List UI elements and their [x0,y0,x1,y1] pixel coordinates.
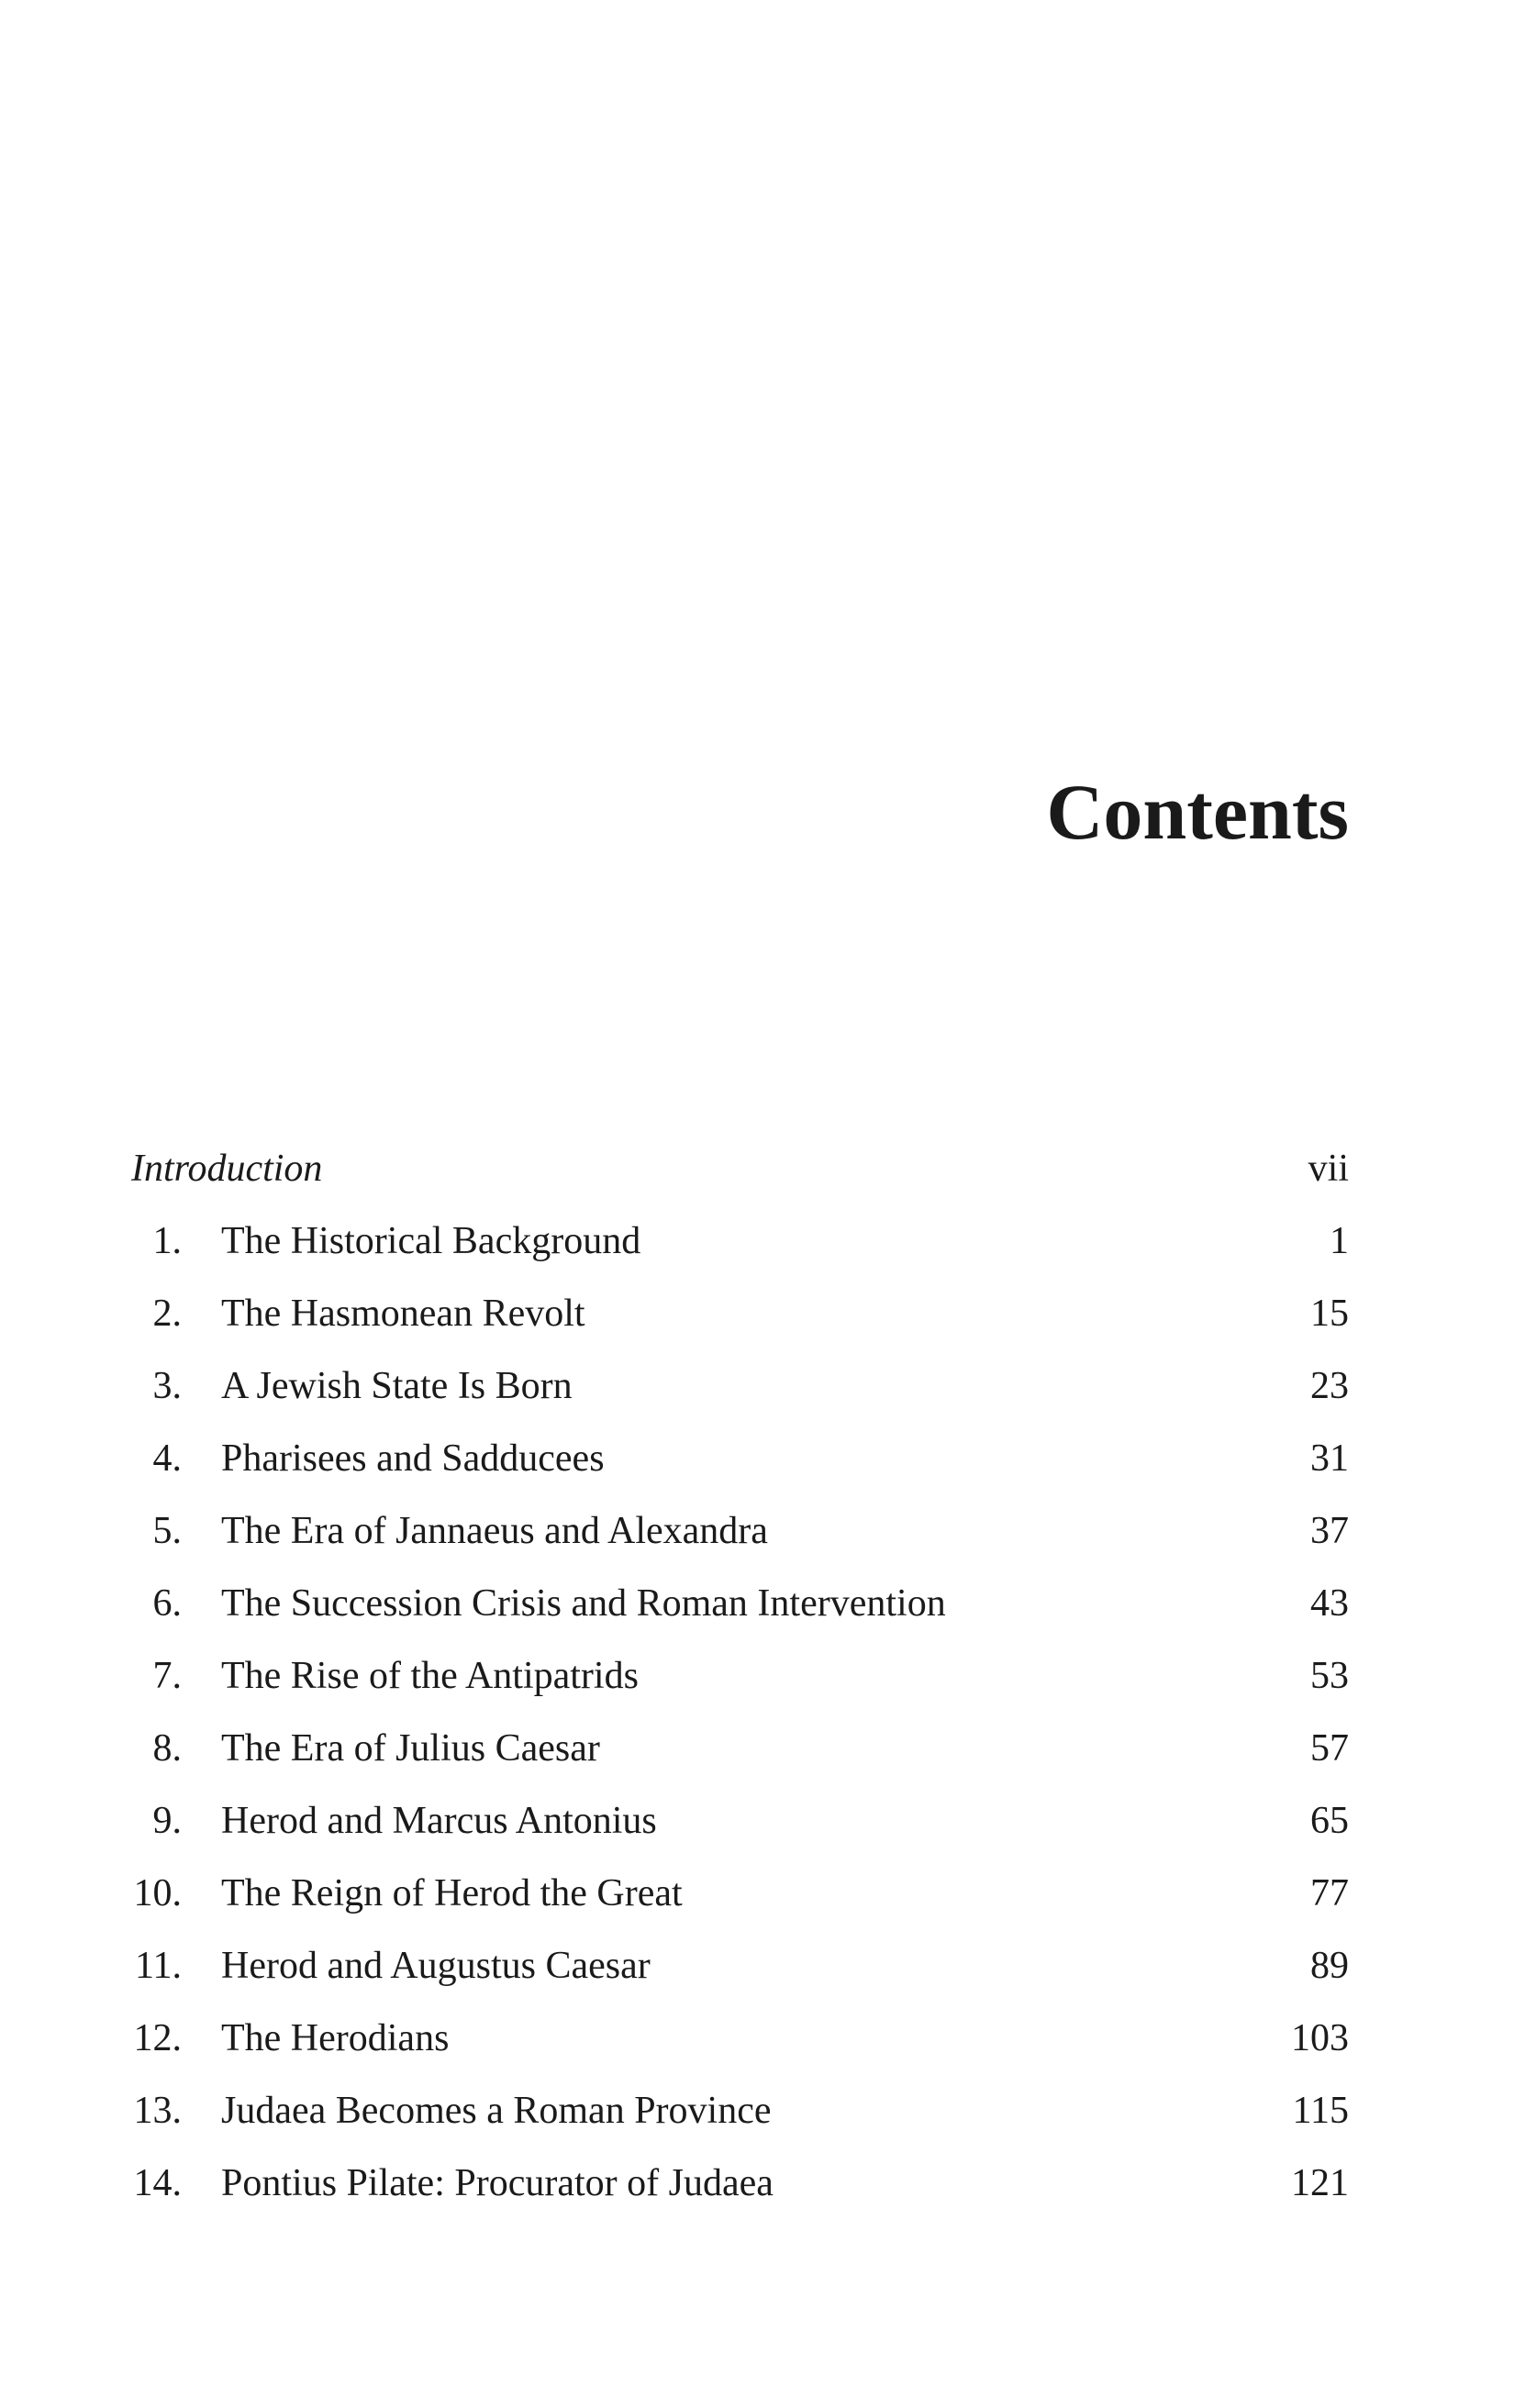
toc-entry-chapter-14[interactable] [131,2147,1349,2220]
toc-entry-chapter-2[interactable] [131,1278,1349,1350]
toc-entry-title: The Succession Crisis and Roman Intervention [221,1582,946,1625]
toc-entry-page: 57 [1310,1727,1349,1770]
toc-entry-chapter-8[interactable] [131,1713,1349,1785]
toc-entry-title: The Rise of the Antipatrids [221,1655,639,1697]
toc-entry-page: 77 [1310,1872,1349,1914]
toc-entry-chapter-1[interactable] [131,1205,1349,1278]
table-of-contents [131,1133,1349,2220]
toc-entry-page: 65 [1310,1800,1349,1842]
toc-entry-title: The Hasmonean Revolt [221,1293,585,1335]
toc-entry-number: 5. [152,1510,182,1552]
toc-entry-title: The Reign of Herod the Great [221,1872,683,1914]
toc-entry-number: 1. [152,1220,182,1262]
toc-entry-chapter-13[interactable] [131,2075,1349,2147]
toc-entry-number: 8. [152,1727,182,1770]
toc-entry-number: 4. [152,1437,182,1480]
toc-entry-title: The Herodians [221,2017,450,2059]
toc-entry-number: 10. [133,1872,182,1914]
toc-entry-chapter-9[interactable] [131,1785,1349,1858]
toc-entry-title: The Historical Background [221,1220,641,1262]
toc-entry-title: A Jewish State Is Born [221,1365,573,1407]
toc-entry-title: Judaea Becomes a Roman Province [221,2090,772,2132]
toc-entry-page: 31 [1310,1437,1349,1480]
page-title: Contents [1046,768,1349,856]
toc-entry-page: 1 [1330,1220,1349,1262]
toc-entry-title: Pontius Pilate: Procurator of Judaea [221,2162,774,2204]
toc-entry-chapter-12[interactable] [131,2003,1349,2075]
toc-entry-page: 37 [1310,1510,1349,1552]
toc-entry-title: Herod and Marcus Antonius [221,1800,657,1842]
toc-entry-page: 43 [1310,1582,1349,1625]
toc-entry-number: 12. [133,2017,182,2059]
toc-entry-chapter-5[interactable] [131,1495,1349,1568]
toc-entry-page: 103 [1291,2017,1349,2059]
toc-entry-title: The Era of Jannaeus and Alexandra [221,1510,768,1552]
toc-entry-number: 7. [152,1655,182,1697]
toc-entry-number: 14. [133,2162,182,2204]
toc-entry-number: 2. [152,1293,182,1335]
toc-entry-number: 13. [133,2090,182,2132]
toc-entry-page: 15 [1310,1293,1349,1335]
toc-entry-page: 89 [1310,1945,1349,1987]
toc-entry-number: 3. [152,1365,182,1407]
toc-entry-title: The Era of Julius Caesar [221,1727,600,1770]
toc-entry-chapter-10[interactable] [131,1858,1349,1930]
toc-entry-title: Pharisees and Sadducees [221,1437,605,1480]
toc-entry-number: 9. [152,1800,182,1842]
toc-entry-chapter-4[interactable] [131,1423,1349,1495]
toc-entry-title: Herod and Augustus Caesar [221,1945,651,1987]
toc-entry-chapter-3[interactable] [131,1350,1349,1423]
toc-entry-chapter-7[interactable] [131,1640,1349,1713]
toc-entry-number: 11. [135,1945,182,1987]
toc-entry-page: 23 [1310,1365,1349,1407]
toc-entry-chapter-6[interactable] [131,1568,1349,1640]
toc-entry-introduction[interactable] [131,1133,1349,1205]
toc-entry-page: vii [1308,1148,1349,1190]
toc-entry-chapter-11[interactable] [131,1930,1349,2003]
toc-entry-page: 53 [1310,1655,1349,1697]
toc-entry-title: Introduction [131,1148,323,1190]
toc-entry-number: 6. [152,1582,182,1625]
toc-entry-page: 121 [1291,2162,1349,2204]
toc-entry-page: 115 [1292,2090,1349,2132]
